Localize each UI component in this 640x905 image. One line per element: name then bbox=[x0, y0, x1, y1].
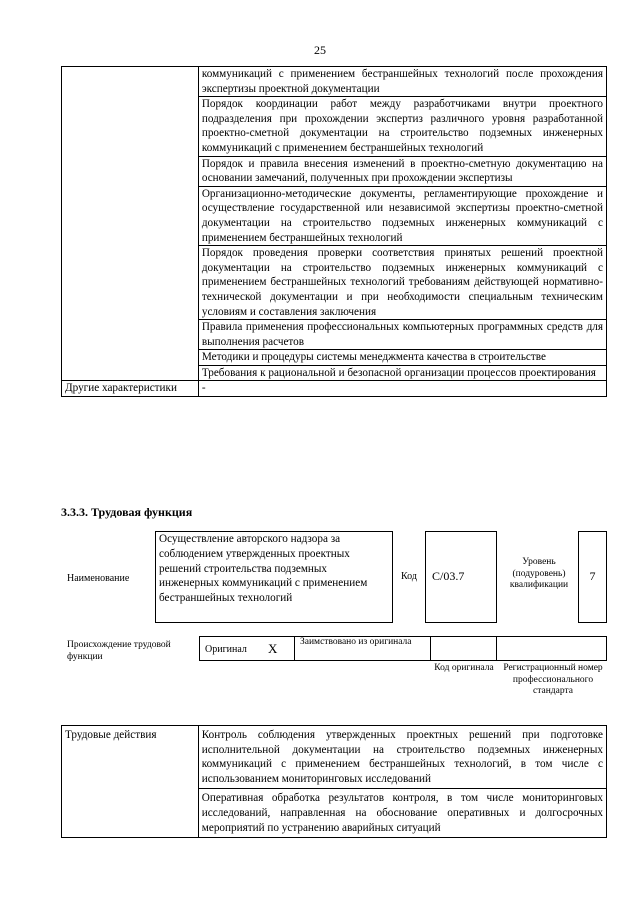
section-title: 3.3.3. Трудовая функция bbox=[61, 505, 193, 519]
registration-number-caption: Регистрационный номер профессионального стандарта bbox=[503, 663, 603, 696]
origin-divider bbox=[496, 636, 497, 661]
page-number: 25 bbox=[314, 43, 326, 57]
code-original-caption: Код оригинала bbox=[434, 663, 494, 673]
requirements-table bbox=[61, 66, 607, 397]
table-row: Оперативная обработка результатов контроля, в том числе мониторинговых исследований, направленная на обоснование оперативных и долгосрочных мероприятий по устранению аварийных ситуаций bbox=[198, 789, 606, 838]
origin-divider bbox=[294, 636, 295, 661]
table-row: Правила применения профессиональных компьютерных программных средств для выполнения расчетов bbox=[198, 320, 606, 350]
borrowed-label: Заимствовано из оригинала bbox=[300, 637, 412, 647]
table-row: Методики и процедуры системы менеджмента качества в строительстве bbox=[198, 350, 606, 366]
table-row: коммуникаций с применением бестраншейных технологий после прохождения экспертизы проектной документации bbox=[198, 67, 606, 97]
actions-label: Трудовые действия bbox=[62, 726, 199, 838]
table-row: Порядок и правила внесения изменений в проектно-сметную документацию на основании замечаний, полученных при прохождении экспертизы bbox=[198, 156, 606, 186]
original-mark: X bbox=[268, 641, 278, 656]
name-label: Наименование bbox=[67, 573, 130, 584]
origin-divider bbox=[430, 636, 431, 661]
table-row: Требования к рациональной и безопасной организации процессов проектирования bbox=[198, 365, 606, 381]
table-row: Порядок координации работ между разработчиками внутри проектного подразделения при прохождении экспертиз различного уровня разработанной проектно-сметной документации на строительство подземных инженерных коммуникаций с применением бестраншейных технологий bbox=[198, 97, 606, 156]
origin-label: Происхождение трудовой функции bbox=[67, 640, 171, 662]
table-row: Организационно-методические документы, регламентирующие прохождение и осуществление государственной или независимой экспертизы проектно-сметной документации на строительство подземных инженерных коммуникаций с применением бестраншейных технологий bbox=[198, 186, 606, 245]
original-label: Оригинал bbox=[205, 644, 247, 655]
table-row: Контроль соблюдения утвержденных проектных решений при подготовке исполнительной документации на строительство подземных инженерных коммуникаций с применением бестраншейных технологий, в том числе с использованием мониторинговых исследований bbox=[198, 726, 606, 789]
function-name: Осуществление авторского надзора за соблюдением утвержденных проектных решений строительства подземных инженерных коммуникаций с применением бестраншейных технологий bbox=[155, 531, 393, 623]
other-characteristics-value: - bbox=[198, 381, 606, 397]
table-row: Порядок проведения проверки соответствия принятых решений проектной документации на строительство подземных инженерных коммуникаций с применением бестраншейных технологий требованиям действующей нормативно-технической документации и при необходимости специальным техническим условиям и составления заключения bbox=[198, 246, 606, 320]
level-label: Уровень (подуровень) квалификации bbox=[509, 557, 569, 590]
qualification-level: 7 bbox=[578, 531, 607, 623]
code-label: Код bbox=[401, 571, 417, 582]
other-characteristics-label: Другие характеристики bbox=[62, 381, 199, 397]
actions-table bbox=[61, 725, 607, 838]
table-cell-empty bbox=[62, 67, 199, 381]
function-code: С/03.7 bbox=[425, 531, 497, 623]
